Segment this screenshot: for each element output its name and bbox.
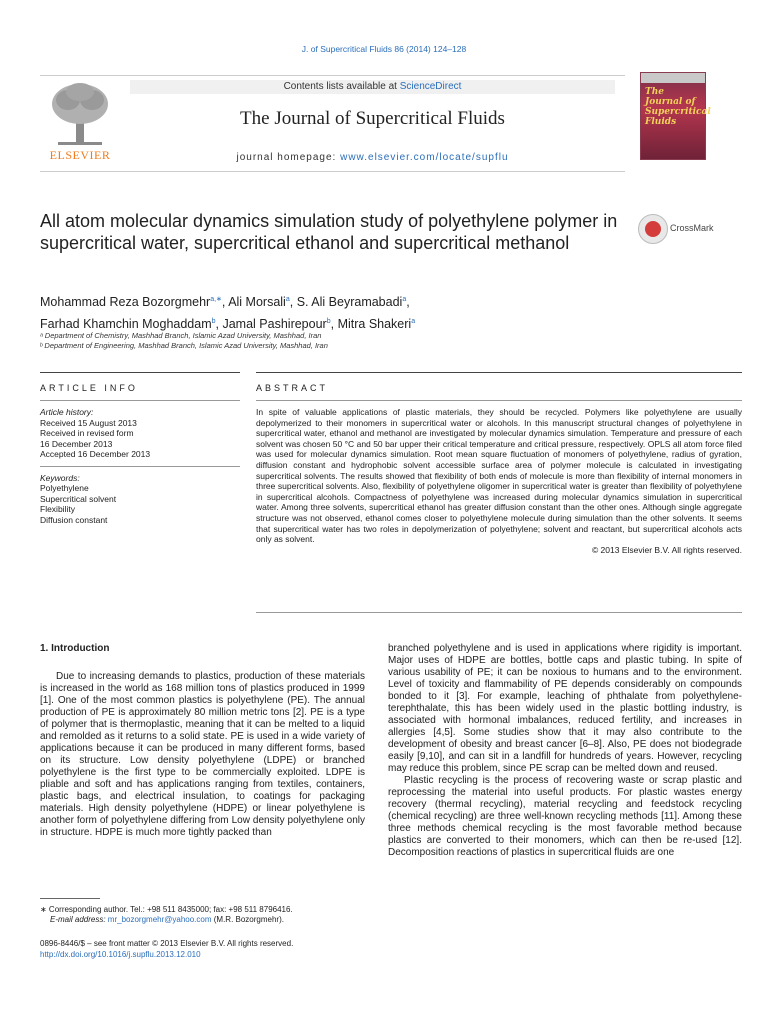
homepage-line (130, 152, 615, 163)
keywords-label: Keywords: (40, 472, 80, 483)
elsevier-tree-icon (48, 80, 112, 148)
intro-paragraph: branched polyethylene and is used in applications where rigidity is important. Major uses of HDPE are bottles, bottle caps and plastic tubing. In spite of various usability of PE; it can be noxious to humans and to the environment. Level of toxicity and flammability of PE depends considerably on compounds bonded to it [3]. For example, leaching of phthalate from polyethylene-terephthalate, this has been widely used in the plastic bottling industry, is associated with hormonal imbalances, reduced fertility, and increases in allergies [4,5]. Some studies show that it may also contribute to the development of obesity and breast cancer [6–8]. Also, PE does not biodegrade easily [9,10], and can sit in a landfill for hundreds of years. However, recycling may reduce this problem, since PE scrap can be melted down and reused. (388, 643, 742, 774)
authors-line-1: Mohammad Reza Bozorgmehr$^{a,∗}$, Ali Morsali$^a$, S. Ali Beyramabadi$^a$, (40, 295, 410, 310)
email-line (40, 915, 370, 925)
intro-paragraph: Due to increasing demands to plastics, production of these materials is increased in the world as 168 million tons of plastics produced in 1999 [1]. One of the most common plastics is polyethylene (PE). The annual production of PE is approximately 80 million metric tons [2]. PE is a type of polymer that is thermoplastic, meaning that it can be melted to a liquid and remolded as it returns to a solid state. PE is used in a wide variety of applications because it can be produced in many different forms, based on its structure. Low density polyethylene (LDPE) or branched polyethylene is the first type to be commercially exploited. LDPE is pliable and soft and has applications ranging from textiles, containers, plastic bags, and electrical insulation, to coatings for packaging materials. High density polyethylene (HDPE) or linear polyethylene is another form of polyethylene differing from Low density polyethylene only in structure. HDPE is much more tightly packed than (40, 671, 365, 838)
divider-info (40, 372, 240, 373)
doi-link[interactable]: http://dx.doi.org/10.1016/j.supflu.2013.12.010 (40, 950, 201, 959)
history-item: 16 December 2013 (40, 438, 113, 449)
elsevier-wordmark: ELSEVIER (49, 148, 111, 162)
author-name: Jamal Pashirepour (222, 317, 327, 332)
cover-banner (641, 73, 705, 83)
author-name: Mitra Shakeri (337, 317, 412, 332)
author-affil-mark[interactable]: b (211, 318, 216, 326)
author-name: Ali Morsali (228, 295, 286, 310)
footnote-divider (40, 898, 100, 899)
keyword-item: Flexibility (40, 504, 75, 514)
history-item: Accepted 16 December 2013 (40, 449, 151, 459)
article-history (40, 407, 240, 467)
author-name: Mohammad Reza Bozorgmehr (40, 295, 211, 310)
issn-line: 0896-8446/$ – see front matter © 2013 Elsevier B.V. All rights reserved. (40, 939, 294, 948)
crossmark-label: CrossMark (670, 223, 714, 233)
author-affil-mark[interactable]: a,∗ (210, 296, 222, 303)
issn-block (40, 938, 370, 960)
journal-citation[interactable]: J. of Supercritical Fluids 86 (2014) 124–128 (301, 44, 467, 54)
author-name: S. Ali Beyramabadi (296, 295, 403, 310)
author-affil-mark[interactable]: b (326, 318, 331, 326)
email-link[interactable]: mr_bozorgmehr@yahoo.com (107, 915, 212, 924)
sciencedirect-link[interactable]: ScienceDirect (399, 81, 462, 92)
divider-abstract-inner (256, 400, 742, 401)
history-label: Article history: (40, 407, 94, 417)
journal-title: The Journal of Supercritical Fluids (240, 108, 505, 129)
body-column-right (388, 643, 742, 859)
article-info (40, 407, 240, 525)
homepage-link[interactable]: www.elsevier.com/locate/supflu (340, 152, 509, 163)
keywords (40, 473, 240, 526)
cover-title: The Journal of Supercritical Fluids (645, 87, 711, 127)
author-name: Farhad Khamchin Moghaddam (40, 317, 212, 332)
divider-abstract (256, 372, 742, 373)
crossmark-icon (638, 214, 668, 244)
keyword-item: Polyethylene (40, 483, 89, 493)
body-column-left (40, 671, 365, 839)
affiliation-b: ᵇ Department of Engineering, Mashhad Branch, Islamic Azad University, Mashhad, Iran (40, 341, 328, 350)
email-label: E-mail address: (50, 915, 108, 924)
crossmark-button[interactable] (638, 214, 728, 244)
divider-info-inner (40, 400, 240, 401)
introduction-heading: 1. Introduction (40, 643, 110, 654)
contents-line (130, 80, 615, 94)
keyword-item: Supercritical solvent (40, 493, 117, 504)
author-affil-mark[interactable]: a (285, 296, 290, 303)
email-suffix: (M.R. Bozorgmehr). (211, 915, 284, 924)
author-affil-mark[interactable]: a (411, 318, 416, 326)
homepage-prefix: journal homepage: (236, 152, 341, 163)
elsevier-logo (40, 80, 120, 160)
corresponding-author: ∗ Corresponding author. Tel.: +98 511 8435000; fax: +98 511 8796416. (40, 905, 293, 914)
abstract-copyright: © 2013 Elsevier B.V. All rights reserved. (591, 544, 742, 555)
abstract-text: In spite of valuable applications of plastic materials, they should be recycled. Polymers like polyethylene are usually depolymerized to their monomers in supercritical water or alcohols. In this manuscript structural changes of polyethylene in supercritical water, ethanol and methanol are investigated by molecular dynamics simulation. Temperature and pressure of each solvent was chosen 50 °C and 50 bar upper their critical temperature and critical pressure, respectively. OPLS all atom force filed was used for molecular dynamics simulation. Root mean square fluctuation of monomers of polyethylene, radius of gyration, diffusion constant and hydrophobic solvent accessible surface area of polymer molecule is calculated in investigating supercritical solvents. The results showed that flexibility of both ends of molecule is more than flexibility of internal monomers in three supercritical solvents. Also, flexibility of polyethylene oligomer in supercritical water is greater than flexibility of polyethylene in supercritical alcohols. Compactness of polyethylene was increased during molecular dynamics simulation in supercritical water. Among three solvents, supercritical ethanol has greater diffusion constant than the other ones. Although single aggregate structure was not observed, ethanol comes closer to polyethylene molecule during simulation than the other solvents. It seems that supercritical water has two roles in depolymerization of polyethylene; solvent and reactant, but supercritical alcohols acts only as solvent. (256, 407, 742, 545)
authors-line-2: Farhad Khamchin Moghaddam$^b$, Jamal Pashirepour$^b$, Mitra Shakeri$^a$ (40, 317, 416, 332)
affiliation-a: ᵃ Department of Chemistry, Mashhad Branch, Islamic Azad University, Mashhad, Iran (40, 331, 322, 340)
history-item: Received in revised form (40, 428, 134, 438)
intro-paragraph: Plastic recycling is the process of recovering waste or scrap plastic and reprocessing the material into useful products. For plastic wastes energy recovery (thermal recycling), material recycling and feedstock recycling (chemical recycling) are three well-known recycling methods [11]. Among these three methods chemical recycling is the most favorable method because plastics are converted to their monomers, which can then be re-used [12]. Decomposition reactions of plastics in supercritical fluids are one (388, 775, 742, 858)
corresponding-footnote (40, 905, 370, 925)
keyword-item: Diffusion constant (40, 514, 108, 525)
article-info-heading: ARTICLE INFO (40, 383, 138, 393)
journal-cover-thumbnail[interactable] (640, 72, 711, 160)
contents-prefix: Contents lists available at (283, 81, 400, 92)
divider-abstract-end (256, 612, 742, 613)
history-item: Received 15 August 2013 (40, 417, 137, 428)
abstract (256, 407, 742, 555)
abstract-heading: ABSTRACT (256, 383, 329, 393)
article-title: All atom molecular dynamics simulation study of polyethylene polymer in supercritical water, supercritical ethanol and supercritical methanol (40, 211, 618, 253)
author-affil-mark[interactable]: a (402, 296, 407, 303)
author-list (40, 290, 640, 334)
